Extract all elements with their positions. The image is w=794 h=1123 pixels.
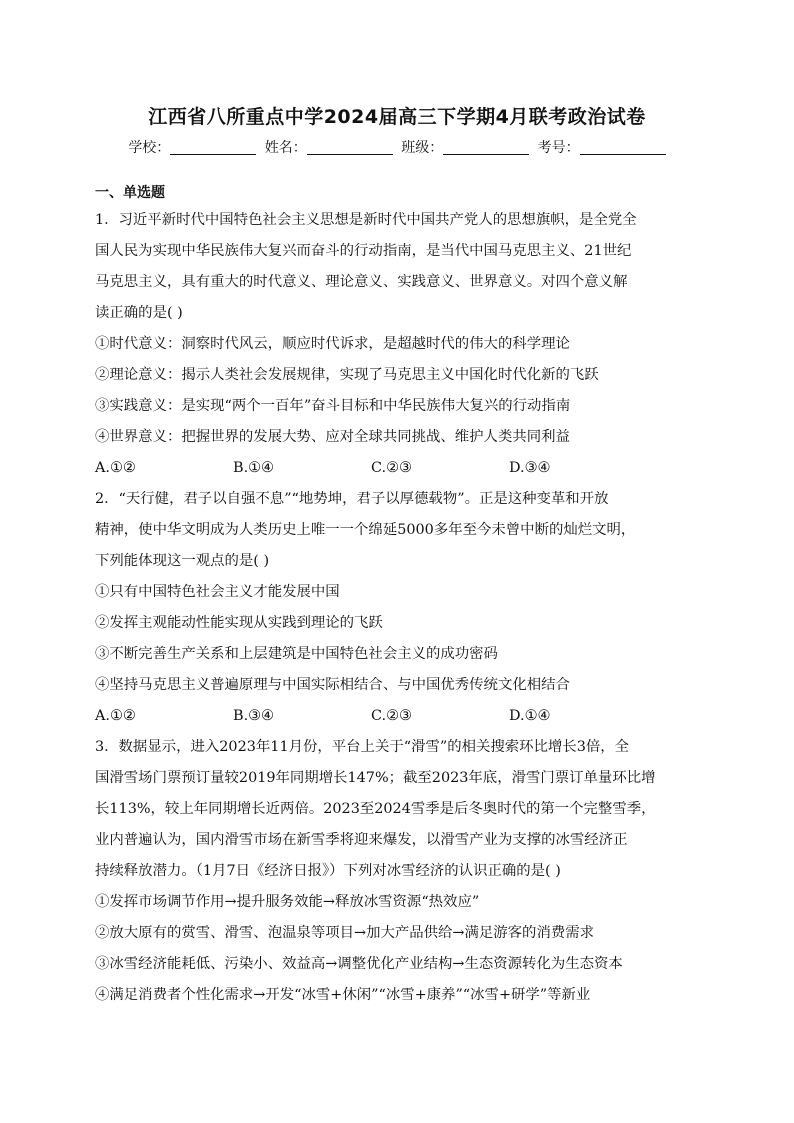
question-2	[95, 484, 705, 732]
statement-option: ②放大原有的赏雪、滑雪、泡温泉等项目→加大产品供给→满足游客的消费需求	[95, 925, 595, 941]
answer-choices	[95, 701, 705, 732]
number-label: 考号：	[537, 140, 580, 156]
school-blank[interactable]	[170, 140, 256, 155]
question-stem-line: 2．“天行健，君子以自强不息”“地势坤，君子以厚德载物”。正是这种变革和开放	[95, 491, 609, 507]
statement-option: ①时代意义：洞察时代风云，顺应时代诉求，是超越时代的伟大的科学理论	[95, 336, 570, 352]
question-stem-line: 持续释放潜力。（1月7日《经济日报》）下列对冰雪经济的认识正确的是( )	[95, 863, 561, 879]
question-stem-line: 3．数据显示，进入2023年11月份，平台上关于“滑雪”的相关搜索环比增长3倍，全	[95, 739, 630, 755]
question-stem-line: 国人民为实现中华民族伟大复兴而奋斗的行动指南，是当代中国马克思主义、21世纪	[95, 243, 632, 259]
choice-d[interactable]: D.③④	[509, 460, 551, 476]
statement-option: ④坚持马克思主义普遍原理与中国实际相结合、与中国优秀传统文化相结合	[95, 677, 570, 693]
question-stem-line: 国滑雪场门票预订量较2019年同期增长147%；截至2023年底，滑雪门票订单量环比增	[95, 770, 656, 786]
name-field	[265, 137, 393, 157]
statement-option: ①发挥市场调节作用→提升服务效能→释放冰雪资源“热效应”	[95, 894, 480, 910]
class-blank[interactable]	[443, 140, 529, 155]
choice-b[interactable]: B.①④	[233, 460, 274, 476]
name-label: 姓名：	[264, 140, 307, 156]
statement-option: ①只有中国特色社会主义才能发展中国	[95, 584, 340, 600]
statement-option: ③不断完善生产关系和上层建筑是中国特色社会主义的成功密码	[95, 646, 498, 662]
question-stem-line: 读正确的是( )	[95, 305, 183, 321]
choice-a[interactable]: A.①②	[95, 708, 136, 724]
question-1	[95, 205, 705, 484]
statement-option: ④世界意义：把握世界的发展大势、应对全球共同挑战、维护人类共同利益	[95, 429, 570, 445]
choice-d[interactable]: D.①④	[509, 708, 551, 724]
statement-option: ④满足消费者个性化需求→开发“冰雪+休闲”“冰雪+康养”“冰雪+研学”等新业	[95, 987, 591, 1003]
question-3	[95, 732, 705, 1011]
question-stem-line: 马克思主义，具有重大的时代意义、理论意义、实践意义、世界意义。对四个意义解	[95, 274, 628, 290]
page-title: 江西省八所重点中学2024届高三下学期4月联考政治试卷	[148, 106, 646, 128]
class-label: 班级：	[401, 140, 444, 156]
question-stem-line: 精神，使中华文明成为人类历史上唯一一个绵延5000多年至今未曾中断的灿烂文明，	[95, 522, 636, 538]
choice-b[interactable]: B.③④	[233, 708, 274, 724]
name-blank[interactable]	[307, 140, 393, 155]
student-info-line	[0, 137, 794, 157]
choice-c[interactable]: C.②③	[371, 460, 412, 476]
question-stem-line: 业内普遍认为，国内滑雪市场在新雪季将迎来爆发，以滑雪产业为支撑的冰雪经济正	[95, 832, 628, 848]
class-field	[401, 137, 529, 157]
statement-option: ③实践意义：是实现“两个一百年”奋斗目标和中华民族伟大复兴的行动指南	[95, 398, 571, 414]
number-blank[interactable]	[580, 140, 666, 155]
choice-c[interactable]: C.②③	[371, 708, 412, 724]
statement-option: ③冰雪经济能耗低、污染小、效益高→调整优化产业结构→生态资源转化为生态资本	[95, 956, 623, 972]
number-field	[538, 137, 666, 157]
question-stem-line: 1．习近平新时代中国特色社会主义思想是新时代中国共产党人的思想旗帜，是全党全	[95, 212, 637, 228]
school-label: 学校：	[128, 140, 171, 156]
choice-a[interactable]: A.①②	[95, 460, 136, 476]
question-list	[95, 205, 705, 1011]
school-field	[128, 137, 256, 157]
statement-option: ②理论意义：揭示人类社会发展规律，实现了马克思主义中国化时代化新的飞跃	[95, 367, 599, 383]
statement-option: ②发挥主观能动性能实现从实践到理论的飞跃	[95, 615, 383, 631]
question-stem-line: 下列能体现这一观点的是( )	[95, 553, 270, 569]
answer-choices	[95, 453, 705, 484]
question-stem-line: 长113%，较上年同期增长近两倍。2023至2024雪季是后冬奥时代的第一个完整雪季，	[95, 801, 656, 817]
section-title: 一、单选题	[95, 185, 165, 201]
